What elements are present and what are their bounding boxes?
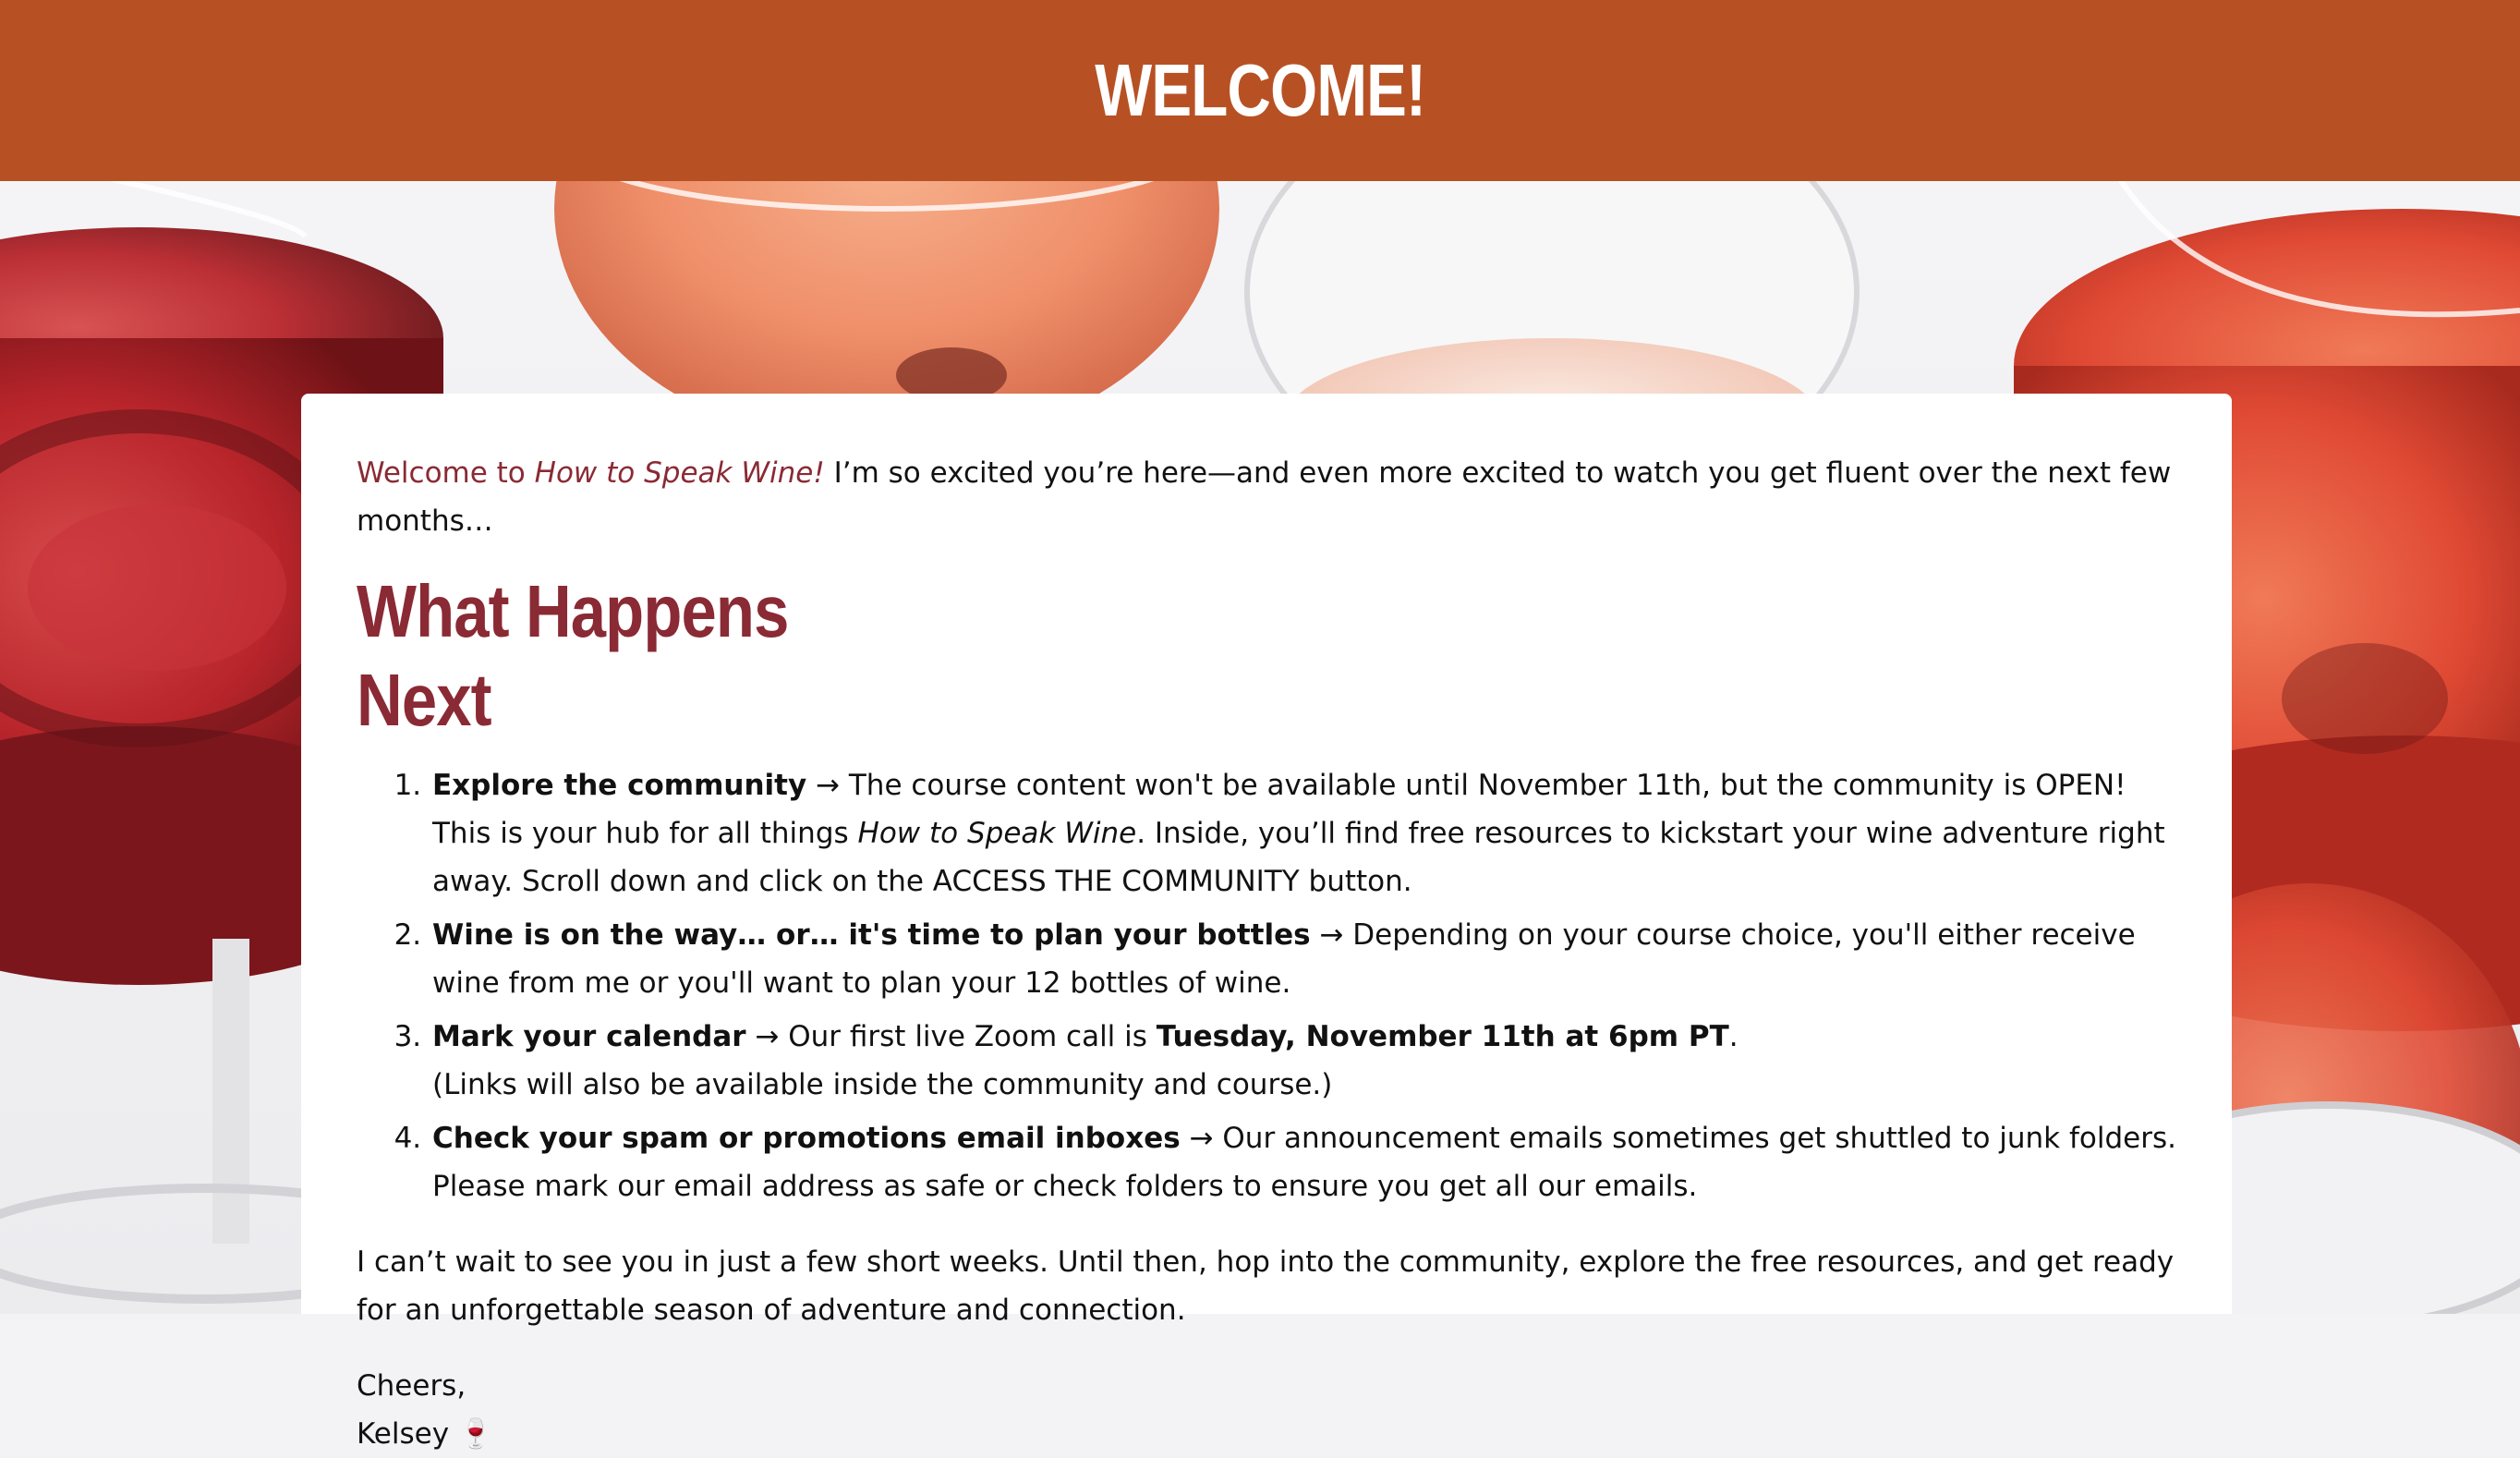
signoff-greeting: Cheers, (357, 1369, 466, 1403)
step-item-2 (430, 911, 2176, 1007)
step-item-1 (430, 761, 2176, 905)
step-text: Our announcement emails sometimes get shuttled to junk folders. Please mark our email address as safe or check folders to ensure you get all our emails. (432, 1122, 2176, 1203)
step-item-3 (430, 1013, 2176, 1109)
wine-glass-icon: 🍷 (457, 1417, 494, 1451)
intro-paragraph (357, 449, 2176, 545)
welcome-card (301, 394, 2232, 1451)
arrow-icon: → (1310, 918, 1353, 952)
next-steps-list (357, 761, 2176, 1210)
arrow-icon: → (745, 1020, 789, 1053)
zoom-call-date: Tuesday, November 11th at 6pm PT (1156, 1020, 1729, 1053)
step-text: The course content won't be available until November 11th, but the community is OPEN! This is your hub for all things (432, 769, 2126, 850)
step-title: Wine is on the way… or… it's time to plan your bottles (432, 918, 1311, 952)
section-heading: What Happens Next (357, 570, 789, 741)
intro-brand (357, 456, 825, 490)
closing-paragraph: I can’t wait to see you in just a few short weeks. Until then, hop into the community, explore the free resources, and get ready for an unforgettable season of adventure and connection. (357, 1245, 2175, 1327)
step-text: . (1728, 1020, 1739, 1053)
welcome-header (0, 0, 2520, 181)
step-title: Explore the community (432, 769, 807, 802)
page-title: WELCOME! (1095, 49, 1425, 131)
intro-brand-prefix: Welcome to (357, 456, 535, 490)
arrow-icon: → (1180, 1122, 1223, 1155)
intro-brand-name: How to Speak Wine! (534, 456, 825, 490)
step-title: Mark your calendar (432, 1020, 746, 1053)
signoff (357, 1362, 2176, 1458)
step-emphasis: How to Speak Wine (857, 817, 1137, 850)
step-text: Depending on your course choice, you'll either receive wine from me or you'll want to plan your 12 bottles of wine. (432, 918, 2136, 1000)
step-text: Our first live Zoom call is (788, 1020, 1157, 1053)
step-note: (Links will also be available inside the community and course.) (432, 1068, 1333, 1101)
intro-text: I’m so excited you’re here—and even more excited to watch you get fluent over the next few months… (357, 456, 2172, 538)
step-item-4 (430, 1114, 2176, 1210)
signoff-name: Kelsey (357, 1417, 450, 1451)
step-text: . Inside, you’ll find free resources to kickstart your wine adventure right away. Scroll down and click on the ACCESS THE COMMUNITY button. (432, 817, 2165, 898)
step-title: Check your spam or promotions email inboxes (432, 1122, 1181, 1155)
arrow-icon: → (806, 769, 849, 802)
